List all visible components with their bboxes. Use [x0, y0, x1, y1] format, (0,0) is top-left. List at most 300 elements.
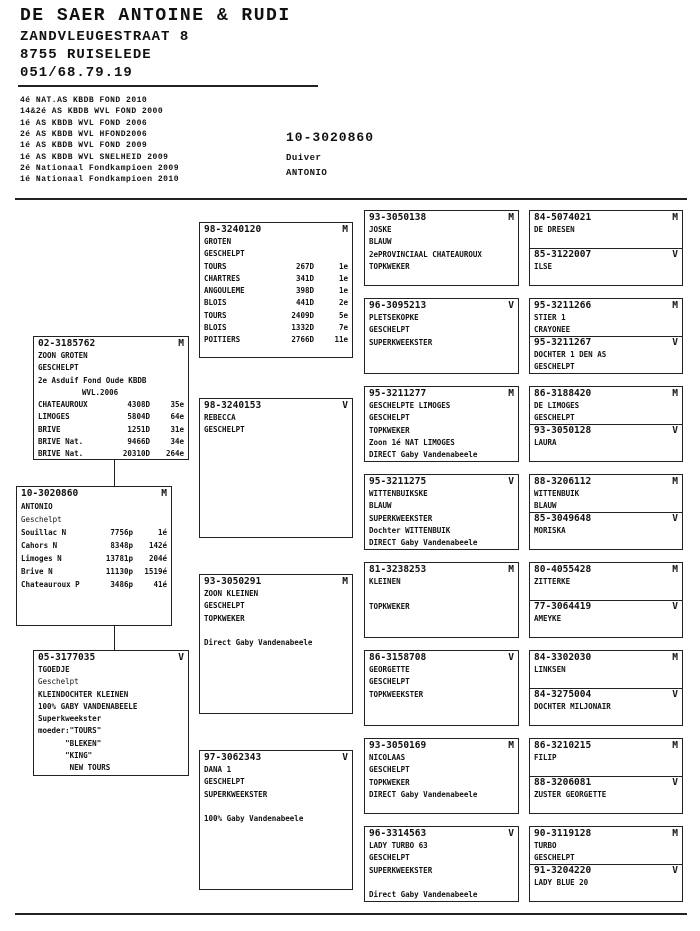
ancestor-pair-box — [529, 562, 683, 638]
pedigree-line: Dochter WITTENBUIK — [369, 525, 451, 535]
achievement-line: 14&2é AS KBDB WVL FOND 2000 — [20, 107, 164, 117]
ancestor-male — [534, 827, 678, 864]
pedigree-line: SUPERKWEEKSTER — [369, 337, 433, 347]
ring-row — [369, 563, 514, 576]
subject-type: Duiver — [286, 153, 322, 163]
pedigree-line: GESCHELPT — [369, 765, 410, 775]
sex-marker: V — [672, 777, 678, 788]
ring-number: 93-3050138 — [369, 212, 427, 223]
ring-number: 93-3050291 — [204, 576, 262, 587]
subject-name: ANTONIO — [286, 168, 328, 178]
pedigree-line: ZITTERKE — [534, 577, 571, 586]
result-row — [204, 285, 348, 297]
pedigree-line: TURBO — [534, 841, 557, 850]
ring-row — [534, 827, 678, 840]
pedigree-line: GESCHELPT — [534, 853, 575, 863]
great-grandparent-box — [364, 210, 519, 286]
ring-row — [369, 739, 514, 752]
ring-number: 85-3122007 — [534, 249, 592, 260]
sex-marker: V — [672, 513, 678, 524]
breeder-name: DE SAER ANTOINE & RUDI — [20, 6, 291, 26]
race-place: 34e — [170, 437, 184, 447]
pedigree-line: CRAYONEE — [534, 325, 571, 335]
pedigree-line: DIRECT Gaby Vandenabeele — [369, 789, 478, 799]
result-row — [21, 539, 167, 552]
pedigree-line: GESCHELPT — [38, 363, 79, 373]
sex-marker: M — [672, 740, 678, 751]
race-distance: 341D — [295, 273, 314, 283]
pedigree-line: TOPKWEKER — [204, 613, 245, 623]
pair-divider — [530, 248, 682, 249]
pedigree-line: DIRECT Gaby Vandenabeele — [369, 450, 478, 460]
sex-marker: M — [672, 476, 678, 487]
pedigree-line: DE DRESEN — [534, 225, 575, 234]
race-place: 35e — [170, 400, 184, 410]
pedigree-line: TOPKWEEKSTER — [369, 689, 424, 699]
ring-number: 81-3238253 — [369, 564, 427, 575]
race-distance: 4308D — [127, 400, 150, 410]
ring-number: 97-3062343 — [204, 752, 262, 763]
pedigree-line: STIER 1 — [534, 313, 566, 322]
mother-box — [33, 650, 189, 776]
ancestor-male — [534, 563, 678, 600]
ring-number: 96-3314563 — [369, 828, 427, 839]
sex-marker: M — [672, 300, 678, 311]
ring-row — [369, 827, 514, 840]
ring-number: 90-3119128 — [534, 828, 592, 839]
sex-marker: M — [672, 828, 678, 839]
pedigree-line: GESCHELPT — [369, 325, 410, 335]
pedigree-line: TOPKWEKER — [369, 425, 410, 435]
pedigree-line: FILIP — [534, 753, 557, 762]
pedigree-line: GESCHELPT — [369, 413, 410, 423]
pedigree-line: KLEINDOCHTER KLEINEN — [38, 689, 129, 699]
achievement-line: 1é AS KBDB WVL FOND 2006 — [20, 118, 148, 128]
great-grandparent-box — [364, 474, 519, 550]
pedigree-line — [369, 588, 514, 600]
pair-divider — [530, 864, 682, 865]
pedigree-line: LINKSEN — [534, 665, 566, 674]
race-distance: 267D — [295, 261, 314, 271]
sex-marker: M — [672, 652, 678, 663]
ring-number: 86-3158708 — [369, 652, 427, 663]
header-underline — [18, 85, 318, 87]
pedigree-line: SUPERKWEEKSTER — [369, 865, 433, 875]
sex-marker: M — [508, 564, 514, 575]
result-row — [204, 273, 348, 285]
pedigree-line: Zoon 1é NAT LIMOGES — [369, 437, 455, 447]
ring-row — [534, 336, 678, 349]
connector-mother — [114, 626, 115, 650]
ancestor-male — [534, 211, 678, 248]
result-row — [21, 552, 167, 565]
ring-number: 98-3240153 — [204, 400, 262, 411]
ring-row — [38, 651, 184, 664]
pedigree-line: GESCHELPT — [204, 601, 245, 611]
pedigree-line: KLEINEN — [369, 577, 401, 586]
great-grandparent-box — [364, 650, 519, 726]
ring-row — [369, 475, 514, 488]
sex-marker: V — [672, 425, 678, 436]
race-name: LIMOGES — [38, 412, 70, 422]
race-place: 11e — [334, 335, 348, 345]
race-place: 7e — [338, 323, 348, 333]
pedigree-line: 100% GABY VANDENABEELE — [38, 701, 138, 711]
race-place: 1e — [338, 273, 348, 283]
race-distance: 1332D — [291, 323, 314, 333]
race-name: Cahors N — [21, 541, 58, 550]
pedigree-line — [204, 625, 348, 637]
ring-number: 95-3211266 — [534, 300, 592, 311]
sex-marker: M — [342, 576, 348, 587]
pedigree-line: GESCHELPT — [534, 413, 575, 423]
ring-number: 86-3210215 — [534, 740, 592, 751]
race-name: CHARTRES — [204, 273, 241, 283]
pedigree-line: TOPKWEKER — [369, 261, 410, 271]
pedigree-line: GEORGETTE — [369, 665, 410, 674]
race-name: BLOIS — [204, 323, 227, 333]
ring-row — [38, 337, 184, 350]
pedigree-line: DE LIMOGES — [534, 401, 580, 410]
pedigree-line: Direct Gaby Vandenabeele — [369, 890, 478, 900]
race-place: 1519é — [144, 567, 167, 576]
race-distance: 441D — [295, 298, 314, 308]
pedigree-line: GESCHELPT — [204, 249, 245, 259]
ring-row — [534, 424, 678, 437]
race-name: BRIVE Nat. — [38, 449, 84, 459]
ancestor-female — [534, 248, 678, 273]
pedigree-line: "BLEKEN" — [38, 738, 102, 748]
sex-marker: M — [508, 740, 514, 751]
race-place: 1e — [338, 286, 348, 296]
pedigree-line: JOSKE — [369, 225, 392, 234]
ring-number: 93-3050169 — [369, 740, 427, 751]
pedigree-line: WITTENBUIK — [534, 489, 580, 498]
result-row — [21, 578, 167, 591]
ring-number: 80-4055428 — [534, 564, 592, 575]
pedigree-line: Superkweekster — [38, 714, 102, 724]
ring-row — [534, 563, 678, 576]
grandparent-box — [199, 222, 353, 358]
ring-row — [534, 475, 678, 488]
sex-marker: V — [342, 400, 348, 411]
achievement-line: 2é Nationaal Fondkampioen 2009 — [20, 163, 180, 173]
ring-row — [369, 211, 514, 224]
ring-number: 77-3064419 — [534, 601, 592, 612]
achievement-line: 1é AS KBDB WVL FOND 2009 — [20, 141, 148, 151]
pedigree-line: moeder:"TOURS" — [38, 726, 102, 736]
race-place: 204é — [148, 554, 167, 563]
pedigree-line: ZUSTER GEORGETTE — [534, 790, 607, 799]
race-place: 1e — [338, 261, 348, 271]
ring-row — [204, 399, 348, 412]
pedigree-line — [204, 801, 348, 813]
ring-number: 93-3050128 — [534, 425, 592, 436]
pedigree-line: LADY TURBO 63 — [369, 841, 428, 850]
ring-row — [534, 512, 678, 525]
race-name: TOURS — [204, 310, 227, 320]
great-grandparent-box — [364, 738, 519, 814]
ring-number: 95-3211267 — [534, 337, 592, 348]
pedigree-line: MORISKA — [534, 526, 566, 535]
ring-number: 85-3049648 — [534, 513, 592, 524]
pedigree-line: GROTEN — [204, 237, 232, 246]
ring-row — [369, 299, 514, 312]
ancestor-female — [534, 512, 678, 537]
sex-marker: V — [178, 652, 184, 663]
ancestor-female — [534, 424, 678, 449]
sex-marker: V — [672, 337, 678, 348]
ring-row — [204, 751, 348, 764]
sex-marker: V — [508, 828, 514, 839]
ancestor-female — [534, 688, 678, 713]
sex-marker: M — [508, 212, 514, 223]
pedigree-line: "KING" — [38, 751, 93, 761]
race-name: BLOIS — [204, 298, 227, 308]
ancestor-pair-box — [529, 738, 683, 814]
ancestor-female — [534, 864, 678, 889]
pedigree-line: DANA 1 — [204, 765, 232, 774]
great-grandparent-box — [364, 826, 519, 902]
breeder-street: ZANDVLEUGESTRAAT 8 — [20, 29, 190, 45]
race-place: 5e — [338, 310, 348, 320]
race-place: 31e — [170, 424, 184, 434]
breeder-phone: 051/68.79.19 — [20, 65, 133, 81]
pedigree-line: AMEYKE — [534, 614, 562, 623]
race-distance: 1251D — [127, 424, 150, 434]
achievement-line: 1é AS KBDB WVL SNELHEID 2009 — [20, 152, 169, 162]
grandparent-box — [199, 398, 353, 538]
pedigree-line: GESCHELPT — [204, 425, 245, 435]
race-place: 1é — [157, 528, 167, 537]
ring-row — [534, 688, 678, 701]
result-row — [38, 411, 184, 423]
result-row — [204, 261, 348, 273]
ring-number: 88-3206112 — [534, 476, 592, 487]
ring-row — [534, 651, 678, 664]
race-name: Limoges N — [21, 554, 62, 563]
bottom-divider — [15, 913, 687, 915]
sex-marker: V — [672, 249, 678, 260]
sex-marker: M — [178, 338, 184, 349]
pedigree-line: GESCHELPT — [534, 362, 575, 372]
great-grandparent-box — [364, 386, 519, 462]
grandparent-box — [199, 750, 353, 890]
ring-number: 88-3206081 — [534, 777, 592, 788]
race-place: 41é — [153, 580, 167, 589]
race-distance: 2766D — [291, 335, 314, 345]
ring-number: 96-3095213 — [369, 300, 427, 311]
result-row — [204, 310, 348, 322]
pair-divider — [530, 776, 682, 777]
ancestor-male — [534, 387, 678, 424]
race-distance: 20310D — [122, 449, 150, 459]
pedigree-line: NEW TOURS — [38, 763, 111, 773]
pair-divider — [530, 512, 682, 513]
pedigree-line: WVL.2006 — [82, 387, 119, 397]
ring-row — [21, 487, 167, 500]
ring-row — [534, 299, 678, 312]
race-distance: 9466D — [127, 437, 150, 447]
race-distance: 7756p — [110, 528, 133, 537]
pedigree-line: TGOEDJE — [38, 665, 70, 674]
race-place: 264e — [165, 449, 184, 459]
result-row — [204, 322, 348, 334]
pedigree-line: DOCHTER 1 DEN AS — [534, 350, 607, 359]
ring-row — [534, 387, 678, 400]
pedigree-line: ZOON KLEINEN — [204, 589, 259, 598]
sex-marker: M — [161, 488, 167, 499]
race-place: 2e — [338, 298, 348, 308]
ring-number: 10-3020860 — [21, 488, 79, 499]
race-distance: 8348p — [110, 541, 133, 550]
ring-row — [534, 864, 678, 877]
race-distance: 11130p — [105, 567, 133, 576]
pair-divider — [530, 600, 682, 601]
race-name: BRIVE Nat. — [38, 437, 84, 447]
sex-marker: V — [672, 865, 678, 876]
pair-divider — [530, 688, 682, 689]
pedigree-line: BLAUW — [534, 501, 557, 511]
race-name: Souillac N — [21, 528, 67, 537]
race-name: BRIVE — [38, 424, 61, 434]
top-divider — [15, 198, 687, 200]
pedigree-line: 2e Asduif Fond Oude KBDB — [38, 375, 147, 385]
pedigree-line: REBECCA — [204, 413, 236, 422]
sex-marker: V — [508, 300, 514, 311]
ring-number: 84-3302030 — [534, 652, 592, 663]
ring-row — [369, 651, 514, 664]
grandparent-box — [199, 574, 353, 714]
pedigree-line: BLAUW — [369, 501, 392, 511]
result-row — [38, 448, 184, 460]
ancestor-pair-box — [529, 650, 683, 726]
sex-marker: V — [508, 476, 514, 487]
pedigree-line: TOPKWEKER — [369, 601, 410, 611]
ring-number: 05-3177035 — [38, 652, 96, 663]
pedigree-line: ZOON GROTEN — [38, 351, 88, 360]
sex-marker: V — [508, 652, 514, 663]
pedigree-line: GESCHELPT — [369, 677, 410, 687]
race-distance: 3486p — [110, 580, 133, 589]
ring-row — [369, 387, 514, 400]
result-row — [21, 565, 167, 578]
race-distance: 5804D — [127, 412, 150, 422]
ring-row — [534, 211, 678, 224]
ring-row — [534, 739, 678, 752]
ancestor-male — [534, 739, 678, 776]
pedigree-line: BLAUW — [369, 237, 392, 247]
pedigree-line: GESCHELPT — [204, 777, 245, 787]
pair-divider — [530, 336, 682, 337]
race-name: TOURS — [204, 261, 227, 271]
ancestor-female — [534, 776, 678, 801]
pedigree-line: 2ePROVINCIAAL CHATEAUROUX — [369, 249, 482, 259]
ring-number: 84-3275004 — [534, 689, 592, 700]
result-row — [204, 334, 348, 346]
pedigree-line: LAURA — [534, 438, 557, 447]
pedigree-line: DIRECT Gaby Vandenabeele — [369, 538, 478, 548]
sex-marker: M — [672, 212, 678, 223]
race-name: ANGOULEME — [204, 286, 245, 296]
pedigree-line: GESCHELPT — [369, 853, 410, 863]
pedigree-line: TOPKWEKER — [369, 777, 410, 787]
pedigree-line: Direct Gaby Vandenabeele — [204, 638, 313, 648]
ring-number: 95-3211275 — [369, 476, 427, 487]
race-name: CHATEAUROUX — [38, 400, 88, 410]
sex-marker: V — [672, 601, 678, 612]
pedigree-line: SUPERKWEEKSTER — [204, 789, 268, 799]
ancestor-male — [534, 651, 678, 688]
subject-ring: 10-3020860 — [286, 130, 375, 145]
pedigree-line: Geschelpt — [21, 515, 62, 524]
ring-row — [204, 223, 348, 236]
pedigree-line: DOCHTER MILJONAIR — [534, 702, 611, 711]
pedigree-line: ILSE — [534, 262, 553, 271]
pedigree-line: NICOLAAS — [369, 753, 406, 762]
ancestor-pair-box — [529, 210, 683, 286]
ring-row — [534, 248, 678, 261]
sex-marker: M — [672, 388, 678, 399]
pedigree-line: LADY BLUE 20 — [534, 878, 589, 887]
ancestor-female — [534, 336, 678, 374]
ancestor-pair-box — [529, 386, 683, 462]
great-grandparent-box — [364, 298, 519, 374]
ring-number: 84-5074021 — [534, 212, 592, 223]
pedigree-line: WITTENBUIKSKE — [369, 489, 428, 498]
result-row — [21, 526, 167, 539]
sex-marker: M — [508, 388, 514, 399]
race-name: Brive N — [21, 567, 53, 576]
sex-marker: V — [672, 689, 678, 700]
result-row — [204, 297, 348, 309]
race-place: 64e — [170, 412, 184, 422]
result-row — [38, 424, 184, 436]
pedigree-line — [369, 877, 514, 889]
breeder-city: 8755 RUISELEDE — [20, 47, 152, 63]
ring-number: 02-3185762 — [38, 338, 96, 349]
sex-marker: V — [342, 752, 348, 763]
ring-number: 95-3211277 — [369, 388, 427, 399]
ancestor-pair-box — [529, 298, 683, 374]
ancestor-female — [534, 600, 678, 625]
result-row — [38, 436, 184, 448]
ancestor-pair-box — [529, 474, 683, 550]
sex-marker: M — [342, 224, 348, 235]
ring-number: 86-3188420 — [534, 388, 592, 399]
race-name: Chateauroux P — [21, 580, 80, 589]
sex-marker: M — [672, 564, 678, 575]
ancestor-pair-box — [529, 826, 683, 902]
ring-number: 91-3204220 — [534, 865, 592, 876]
race-distance: 13781p — [105, 554, 133, 563]
ring-row — [534, 600, 678, 613]
race-distance: 2409D — [291, 310, 314, 320]
pedigree-line: SUPERKWEEKSTER — [369, 513, 433, 523]
pedigree-line: ANTONIO — [21, 502, 53, 511]
race-name: POITIERS — [204, 335, 241, 345]
result-row — [38, 399, 184, 411]
race-place: 142é — [148, 541, 167, 550]
connector-father — [114, 460, 115, 486]
ancestor-male — [534, 475, 678, 512]
pedigree-line: 100% Gaby Vandenabeele — [204, 814, 304, 824]
ancestor-male — [534, 299, 678, 336]
achievement-line: 4é NAT.AS KBDB FOND 2010 — [20, 96, 148, 105]
ring-row — [204, 575, 348, 588]
ring-row — [534, 776, 678, 789]
achievement-line: 2é AS KBDB WVL HFOND2006 — [20, 129, 148, 139]
